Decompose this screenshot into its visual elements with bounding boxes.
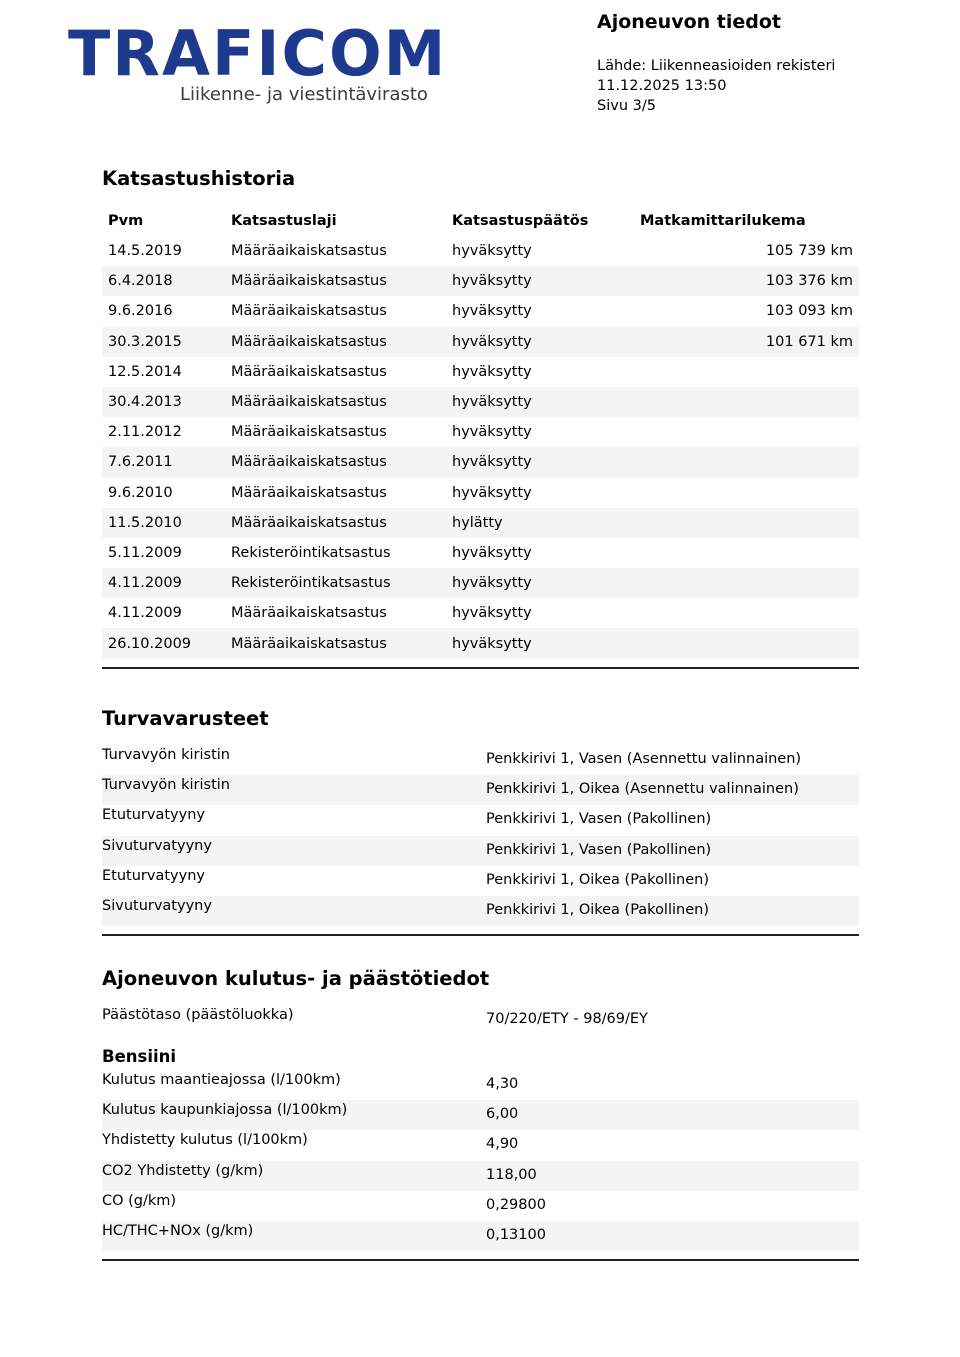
source-text: Lähde: Liikenneasioiden rekisteri (597, 58, 836, 74)
list-item (102, 745, 859, 775)
item-name: Turvavyön kiristin (102, 777, 230, 794)
cell-odometer: 101 671 km (634, 327, 859, 357)
item-value: 118,00 (486, 1166, 537, 1183)
table-row (102, 478, 859, 508)
item-value: 4,90 (486, 1136, 519, 1153)
section-divider (102, 667, 859, 669)
item-value: 4,30 (486, 1076, 519, 1092)
print-datetime: 11.12.2025 13:50 (597, 78, 727, 94)
item-value: Penkkirivi 1, Oikea (Pakollinen) (486, 901, 709, 918)
item-value: Penkkirivi 1, Vasen (Asennettu valinnainen) (486, 751, 802, 767)
list-item (102, 1161, 859, 1191)
document-header-info (597, 10, 835, 116)
item-value: Penkkirivi 1, Vasen (Pakollinen) (486, 841, 712, 858)
table-row (102, 538, 859, 568)
item-name: Kulutus kaupunkiajossa (l/100km) (102, 1102, 348, 1119)
cell-odometer (634, 568, 859, 598)
item-name: CO (g/km) (102, 1192, 177, 1209)
list-item (102, 866, 859, 896)
cell-result: hyväksytty (446, 628, 634, 658)
item-name: Sivuturvatyyny (102, 837, 212, 854)
item-value: 0,29800 (486, 1196, 546, 1213)
cell-odometer: 105 739 km (765, 243, 853, 260)
table-header-row (102, 206, 859, 236)
list-item (102, 1221, 859, 1251)
fuel-type-title: Bensiini (102, 1047, 177, 1066)
list-item (102, 775, 859, 805)
cell-date: 5.11.2009 (108, 544, 182, 561)
cell-result: hyväksytty (452, 243, 532, 260)
table-row (102, 628, 859, 658)
cell-date: 30.4.2013 (102, 387, 225, 417)
item-name: Turvavyön kiristin (102, 747, 230, 763)
cell-result: hyväksytty (452, 363, 532, 380)
cell-type: Määräaikaiskatsastus (231, 303, 387, 320)
safety-equipment-list (102, 745, 859, 926)
inspection-history-title: Katsastushistoria (102, 167, 296, 190)
list-item (102, 1100, 859, 1130)
item-value: 70/220/ETY - 98/69/EY (486, 1011, 648, 1027)
section-divider (102, 1259, 859, 1261)
item-value: Penkkirivi 1, Vasen (Pakollinen) (486, 811, 712, 828)
cell-type: Määräaikaiskatsastus (231, 243, 387, 260)
table-row (102, 598, 859, 628)
table-row (102, 508, 859, 538)
list-item (102, 836, 859, 866)
list-item (102, 1191, 859, 1221)
safety-equipment-title: Turvavarusteet (102, 707, 269, 730)
item-name: HC/THC+NOx (g/km) (102, 1222, 254, 1239)
list-item (102, 1130, 859, 1160)
cell-date: 14.5.2019 (108, 243, 182, 260)
cell-result: hylätty (446, 508, 634, 538)
cell-date: 26.10.2009 (102, 628, 225, 658)
table-row (102, 387, 859, 417)
col-header-result: Katsastuspäätös (452, 213, 589, 229)
table-row (102, 357, 859, 387)
cell-type: Määräaikaiskatsastus (231, 605, 387, 622)
table-row (102, 568, 859, 598)
cell-type: Määräaikaiskatsastus (231, 363, 387, 380)
cell-result: hyväksytty (446, 447, 634, 477)
cell-date: 9.6.2010 (108, 484, 173, 501)
item-value: Penkkirivi 1, Oikea (Asennettu valinnainen) (486, 781, 799, 798)
cell-odometer (634, 478, 859, 508)
cell-type: Määräaikaiskatsastus (225, 387, 446, 417)
cell-odometer (634, 387, 859, 417)
cell-result: hyväksytty (446, 387, 634, 417)
cell-date: 4.11.2009 (102, 568, 225, 598)
col-header-type: Katsastuslaji (231, 213, 337, 229)
cell-type: Rekisteröintikatsastus (225, 568, 446, 598)
cell-result: hyväksytty (452, 605, 532, 622)
cell-result: hyväksytty (446, 568, 634, 598)
cell-type: Rekisteröintikatsastus (231, 544, 391, 561)
document-title: Ajoneuvon tiedot (597, 11, 782, 33)
cell-type: Määräaikaiskatsastus (225, 628, 446, 658)
inspection-history-table (102, 206, 859, 659)
col-header-date: Pvm (108, 213, 144, 229)
emissions-title: Ajoneuvon kulutus- ja päästötiedot (102, 967, 490, 990)
cell-date: 30.3.2015 (102, 327, 225, 357)
page-number: Sivu 3/5 (597, 98, 656, 114)
cell-date: 6.4.2018 (102, 266, 225, 296)
list-item (102, 805, 859, 835)
traficom-logo (68, 17, 448, 110)
list-item (102, 1070, 859, 1100)
cell-odometer (634, 628, 859, 658)
item-name: Etuturvatyyny (102, 807, 205, 824)
cell-result: hyväksytty (452, 424, 532, 441)
table-row (102, 417, 859, 447)
item-name: CO2 Yhdistetty (g/km) (102, 1162, 264, 1179)
cell-type: Määräaikaiskatsastus (225, 266, 446, 296)
item-value: Penkkirivi 1, Oikea (Pakollinen) (486, 871, 709, 888)
cell-result: hyväksytty (452, 303, 532, 320)
item-name: Kulutus maantieajossa (l/100km) (102, 1072, 341, 1088)
cell-odometer (634, 508, 859, 538)
section-divider (102, 934, 859, 936)
cell-type: Määräaikaiskatsastus (225, 327, 446, 357)
cell-odometer: 103 093 km (765, 303, 853, 320)
cell-result: hyväksytty (446, 327, 634, 357)
cell-odometer (634, 447, 859, 477)
cell-odometer (634, 538, 859, 568)
cell-date: 7.6.2011 (102, 447, 225, 477)
table-row (102, 266, 859, 296)
cell-odometer (634, 357, 859, 387)
cell-odometer (634, 417, 859, 447)
item-value: 6,00 (486, 1106, 519, 1123)
cell-date: 9.6.2016 (108, 303, 173, 320)
cell-result: hyväksytty (452, 484, 532, 501)
col-header-odometer: Matkamittarilukema (640, 213, 806, 229)
emission-level-row (102, 1005, 859, 1035)
cell-date: 11.5.2010 (102, 508, 225, 538)
item-name: Päästötaso (päästöluokka) (102, 1007, 294, 1023)
logo-subtitle: Liikenne- ja viestintävirasto (180, 84, 428, 105)
list-item (102, 1005, 859, 1035)
item-name: Yhdistetty kulutus (l/100km) (102, 1132, 308, 1149)
table-row (102, 296, 859, 326)
cell-result: hyväksytty (452, 544, 532, 561)
cell-type: Määräaikaiskatsastus (225, 447, 446, 477)
table-row (102, 327, 859, 357)
cell-result: hyväksytty (446, 266, 634, 296)
consumption-list (102, 1070, 859, 1251)
cell-odometer (634, 598, 859, 628)
cell-date: 4.11.2009 (108, 605, 182, 622)
item-name: Etuturvatyyny (102, 867, 205, 884)
cell-type: Määräaikaiskatsastus (231, 484, 387, 501)
table-row (102, 236, 859, 266)
cell-type: Määräaikaiskatsastus (225, 508, 446, 538)
logo-wordmark: TRAFICOM (68, 17, 448, 90)
table-row (102, 447, 859, 477)
cell-type: Määräaikaiskatsastus (231, 424, 387, 441)
cell-odometer: 103 376 km (634, 266, 859, 296)
item-value: 0,13100 (486, 1226, 546, 1243)
item-name: Sivuturvatyyny (102, 897, 212, 914)
cell-date: 2.11.2012 (108, 424, 182, 441)
cell-date: 12.5.2014 (108, 363, 182, 380)
list-item (102, 896, 859, 926)
